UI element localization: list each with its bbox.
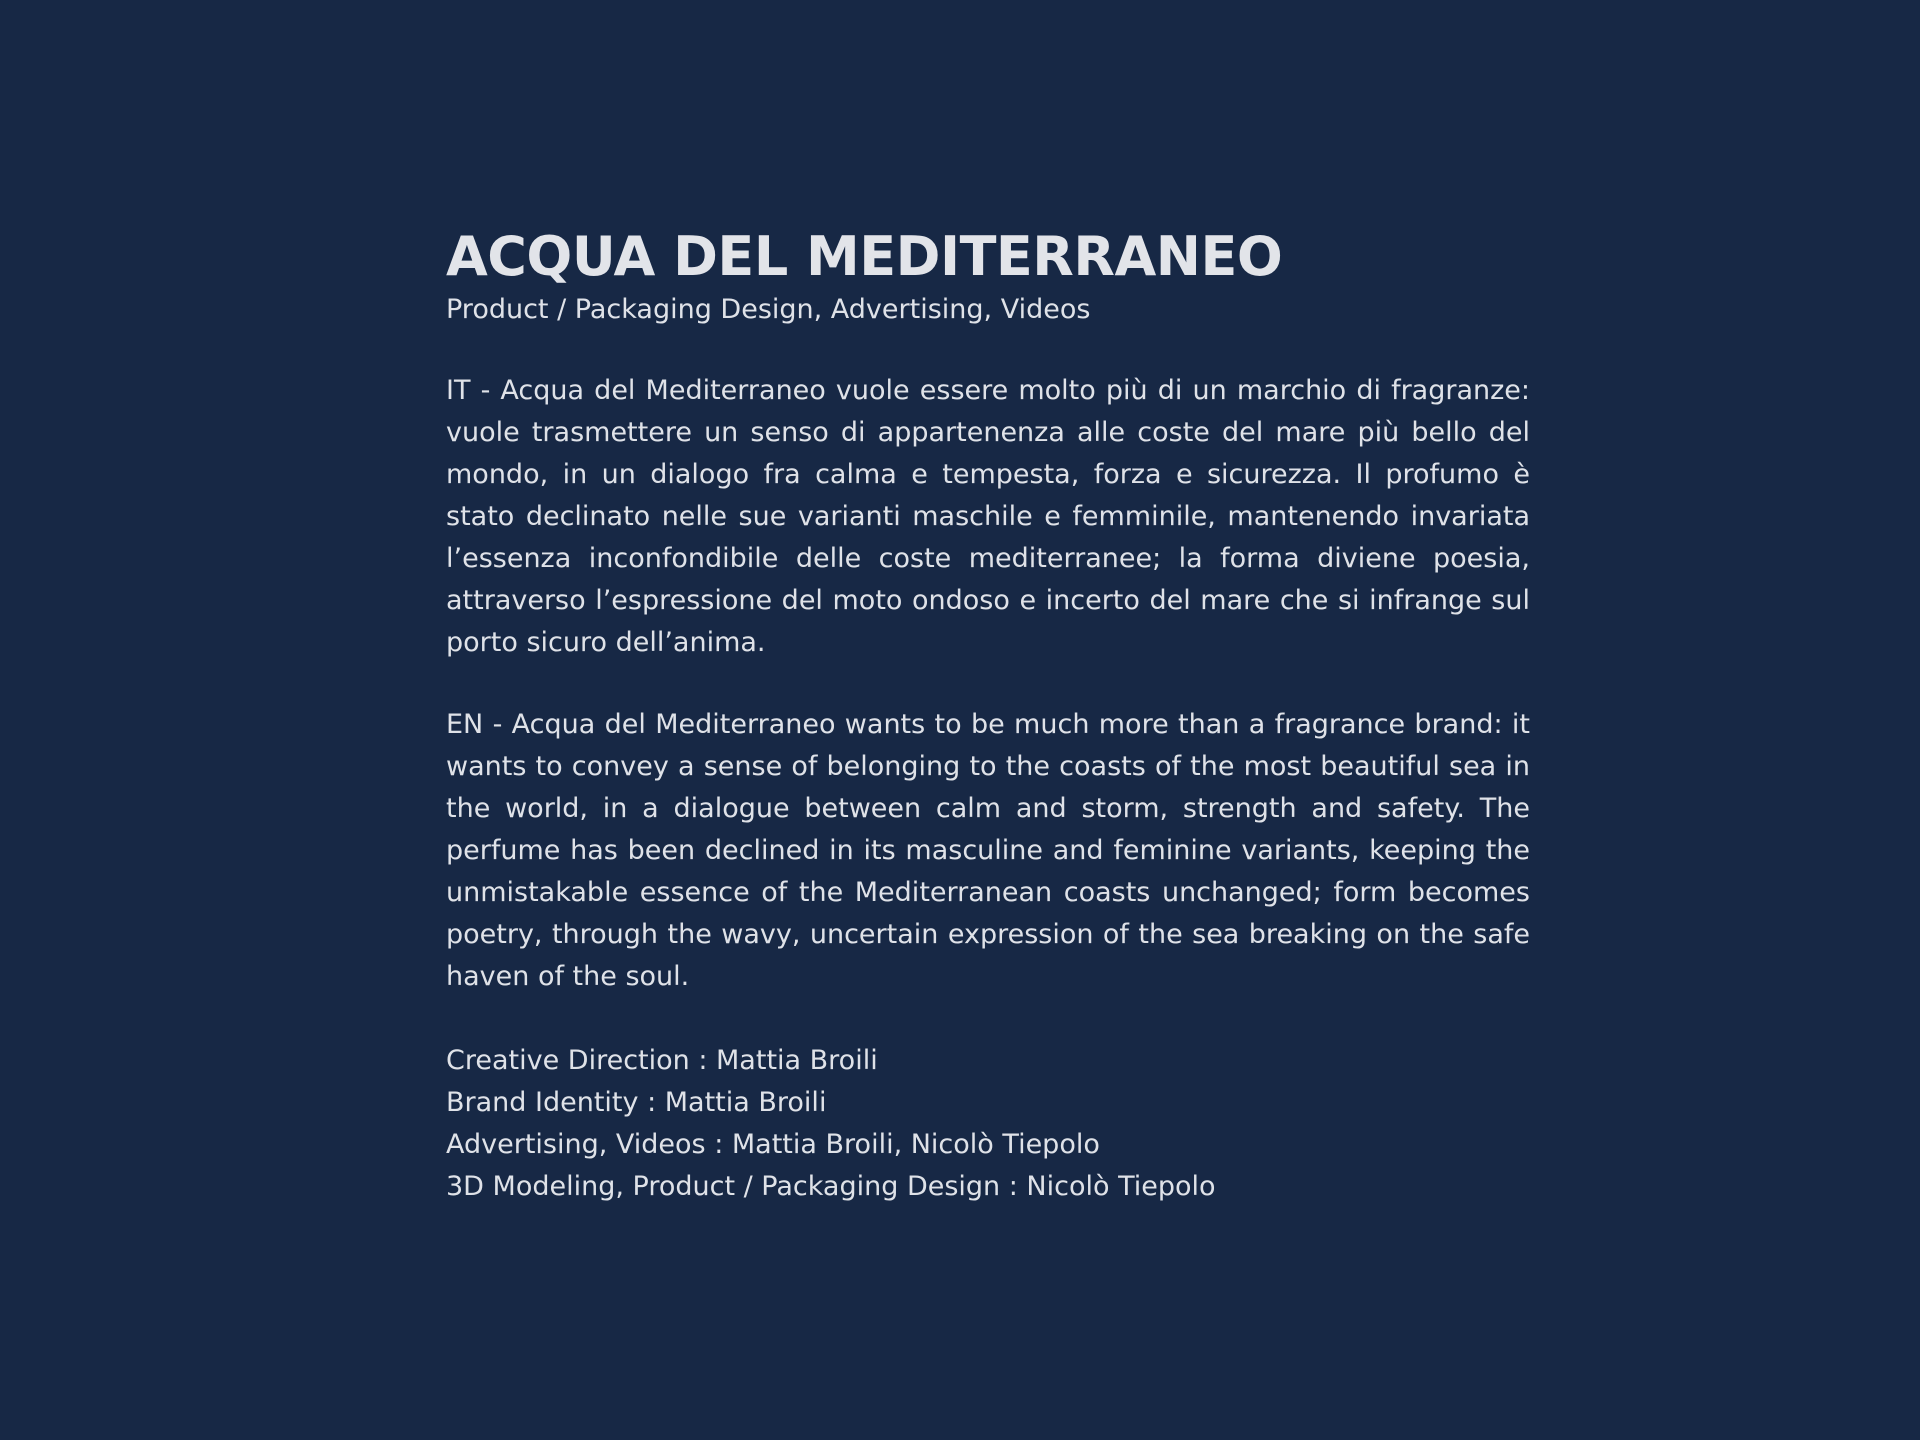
description-english: EN - Acqua del Mediterraneo wants to be much more than a fragrance brand: it wants to convey a sense of belonging to the coasts of the most beautiful sea in the world, in a dialogue between calm and storm, strength and safety. The perfume has been declined in its masculine and feminine variants, keeping the unmistakable essence of the Mediterranean coasts unchanged; form becomes poetry, through the wavy, uncertain expression of the sea breaking on the safe haven of the soul. xyxy=(446,709,1530,992)
project-title: ACQUA DEL MEDITERRANEO xyxy=(446,225,1283,288)
project-content xyxy=(446,226,1530,1208)
project-subtitle: Product / Packaging Design, Advertising, Videos xyxy=(446,294,1091,325)
credit-brand-identity: Brand Identity : Mattia Broili xyxy=(446,1087,827,1118)
credits-list xyxy=(446,1040,1530,1208)
credit-creative-direction: Creative Direction : Mattia Broili xyxy=(446,1045,878,1076)
credit-advertising-videos: Advertising, Videos : Mattia Broili, Nicolò Tiepolo xyxy=(446,1129,1100,1160)
description-italian: IT - Acqua del Mediterraneo vuole essere molto più di un marchio di fragranze: vuole trasmettere un senso di appartenenza alle coste del mare più bello del mondo, in un dialogo fra calma e tempesta, forza e sicurezza. Il profumo è stato declinato nelle sue varianti maschile e femminile, mantenendo invariata l’essenza inconfondibile delle coste mediterranee; la forma diviene poesia, attraverso l’espressione del moto ondoso e incerto del mare che si infrange sul porto sicuro dell’anima. xyxy=(446,375,1530,658)
credit-3d-modeling: 3D Modeling, Product / Packaging Design : Nicolò Tiepolo xyxy=(446,1171,1216,1202)
